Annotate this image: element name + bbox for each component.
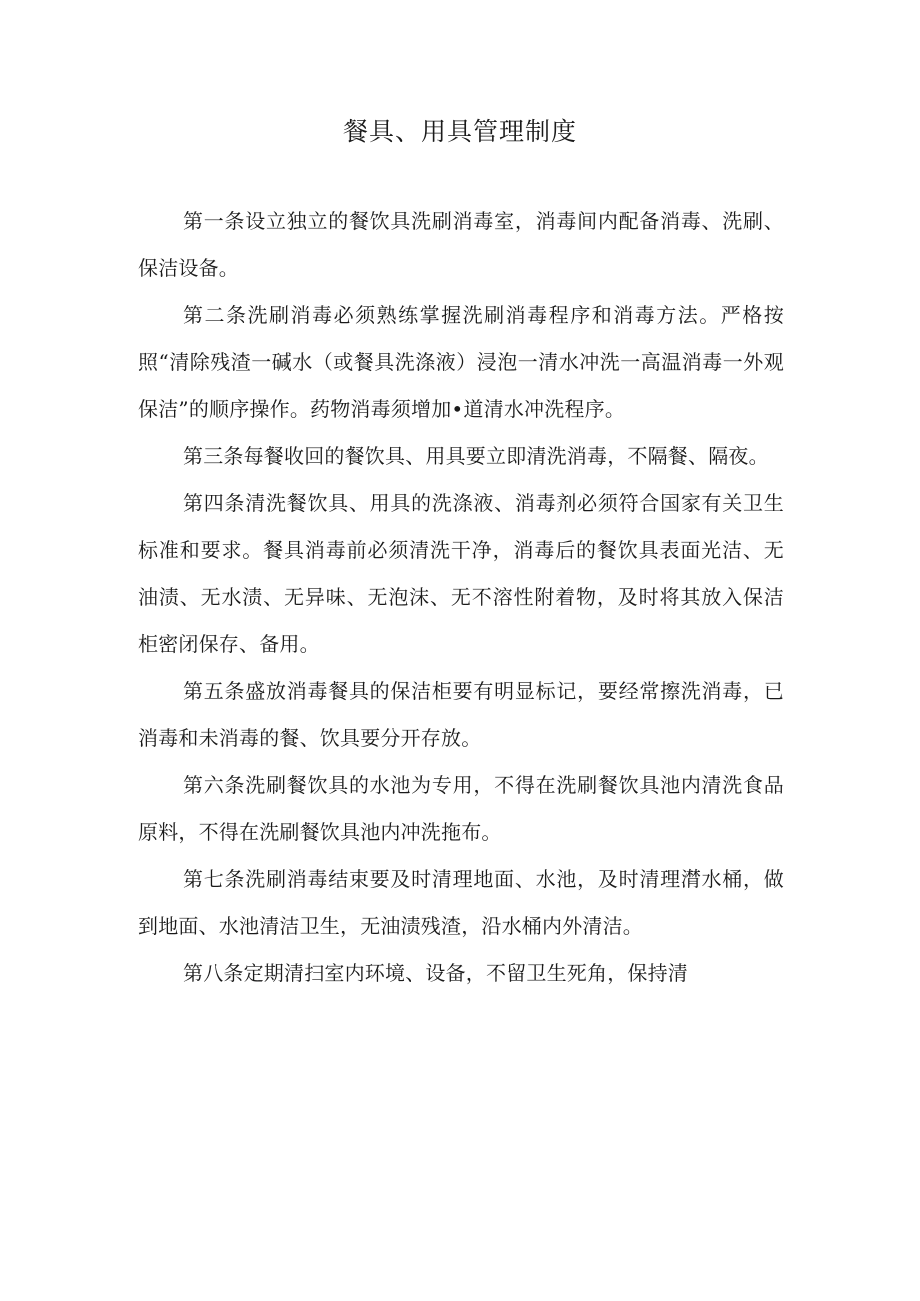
- document-title: 餐具、用具管理制度: [342, 117, 577, 146]
- clause-1: 第一条设立独立的餐饮具洗刷消毒室，消毒间内配备消毒、洗刷、保洁设备。: [138, 209, 784, 280]
- document-body: [138, 198, 784, 997]
- clause-4: 第四条清洗餐饮具、用具的洗涤液、消毒剂必须符合国家有关卫生标准和要求。餐具消毒前必须清洗干净，消毒后的餐饮具表面光洁、无油渍、无水渍、无异味、无泡沫、无不溶性附着物，及时将其放入保洁柜密闭保存、备用。: [138, 491, 784, 656]
- clause-3: 第三条每餐收回的餐饮具、用具要立即清洗消毒，不隔餐、隔夜。: [183, 444, 769, 468]
- clause-8: 第八条定期清扫室内环境、设备，不留卫生死角，保持清: [183, 961, 688, 985]
- clause-7: 第七条洗刷消毒结束要及时清理地面、水池，及时清理潸水桶，做到地面、水池清洁卫生，无油渍残渣，沿水桶内外清洁。: [138, 867, 784, 938]
- clause-5: 第五条盛放消毒餐具的保洁柜要有明显标记，要经常擦洗消毒，已消毒和未消毒的餐、饮具要分开存放。: [138, 679, 784, 750]
- clause-6: 第六条洗刷餐饮具的水池为专用，不得在洗刷餐饮具池内清洗食品原料，不得在洗刷餐饮具池内冲洗拖布。: [138, 773, 784, 844]
- clause-2: 第二条洗刷消毒必须熟练掌握洗刷消毒程序和消毒方法。严格按照“清除残渣一碱水（或餐具洗涤液）浸泡一清水冲洗一高温消毒一外观保洁”的顺序操作。药物消毒须增加•道清水冲洗程序。: [138, 303, 784, 421]
